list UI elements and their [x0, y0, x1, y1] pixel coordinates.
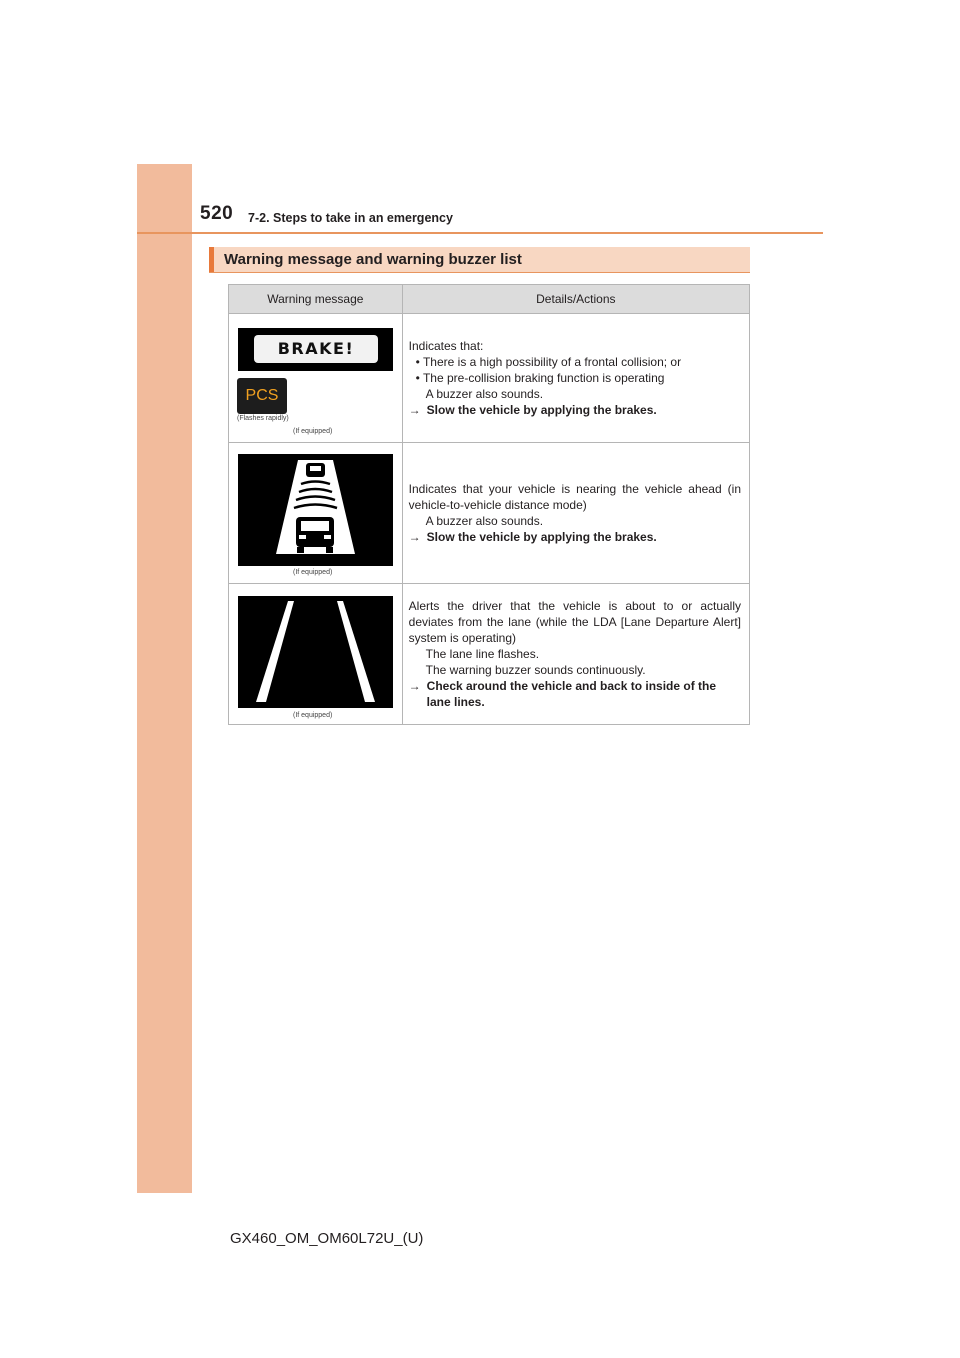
- details-cell: [402, 584, 749, 725]
- details-text: Indicates that:: [408, 339, 484, 353]
- action-text: [409, 529, 741, 545]
- table-row: [229, 584, 750, 725]
- details-text: Alerts the driver that the vehicle is about to or actually deviates from the lane (while the LDA [Lane Departure Alert] system is operating): [408, 599, 741, 645]
- warning-image-cell: [229, 443, 403, 584]
- approach-warning-display: [238, 454, 393, 566]
- if-equipped-note: (If equipped): [293, 428, 333, 435]
- brake-warning-text: BRAKE!: [254, 335, 378, 363]
- details-cell: [402, 314, 749, 443]
- table-row: [229, 443, 750, 584]
- action-label: Slow the vehicle by applying the brakes.: [426, 403, 657, 417]
- if-equipped-note: (If equipped): [293, 712, 333, 719]
- warning-image-cell: [229, 584, 403, 725]
- column-header-warning-message: Warning message: [229, 285, 403, 314]
- lane-departure-display: [238, 596, 393, 708]
- action-text: [409, 402, 741, 418]
- header-rule: [137, 232, 823, 234]
- side-tab: [137, 164, 192, 1193]
- approach-warning-icon: [238, 454, 393, 566]
- flashes-rapidly-note: (Flashes rapidly): [237, 415, 289, 422]
- details-bullet: • The pre-collision braking function is operating: [415, 371, 665, 385]
- section-title: 7-2. Steps to take in an emergency: [248, 211, 453, 225]
- details-cell: [402, 443, 749, 584]
- heading-accent-bar: [209, 247, 214, 272]
- pcs-indicator-icon: PCS: [237, 378, 287, 414]
- lane-lines-icon: [238, 596, 393, 708]
- page-number: 520: [200, 203, 234, 224]
- details-text: The lane line flashes.: [425, 647, 540, 661]
- table-row: [229, 314, 750, 443]
- action-text: [409, 678, 741, 710]
- action-label: Check around the vehicle and back to inside of the lane lines.: [426, 679, 717, 709]
- document-code: GX460_OM_OM60L72U_(U): [230, 1230, 424, 1247]
- details-text: Indicates that your vehicle is nearing the vehicle ahead (in vehicle-to-vehicle distance mode): [408, 482, 741, 512]
- arrow-icon: →: [408, 530, 421, 544]
- arrow-icon: →: [408, 679, 421, 693]
- warning-image-cell: [229, 314, 403, 443]
- warning-table: [228, 284, 750, 725]
- details-text: A buzzer also sounds.: [425, 514, 544, 528]
- arrow-icon: →: [408, 403, 421, 417]
- section-heading: Warning message and warning buzzer list: [224, 251, 522, 268]
- brake-message-display: [238, 328, 393, 371]
- details-text: A buzzer also sounds.: [425, 387, 544, 401]
- heading-band: [209, 247, 750, 273]
- if-equipped-note: (If equipped): [293, 569, 333, 576]
- table-header-row: [229, 285, 750, 314]
- details-bullet: • There is a high possibility of a frontal collision; or: [415, 355, 682, 369]
- details-text: The warning buzzer sounds continuously.: [425, 663, 646, 677]
- column-header-details-actions: Details/Actions: [402, 285, 749, 314]
- action-label: Slow the vehicle by applying the brakes.: [426, 530, 657, 544]
